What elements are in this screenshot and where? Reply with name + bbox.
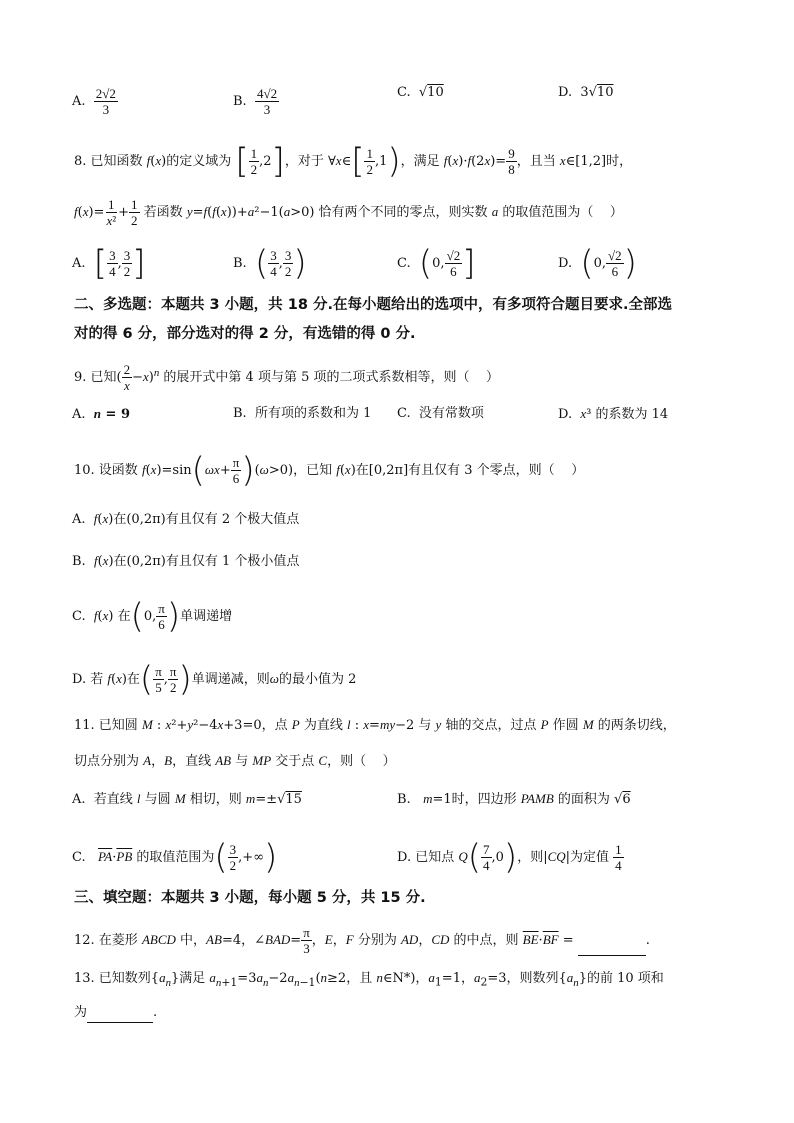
section2-heading-line2: 对的得 6 分，部分选对的得 2 分，有选错的得 0 分. xyxy=(74,326,416,342)
q8-line1: 8. 已知函数 f(x)的定义域为 [ $\frac{1}{2}$ ,2]，对于 ∀x∈[ $\frac{1}{2}$ ,1)，满足 f(x)·f(2x)= $\frac{9}{8}$ ，且当 x∈[1,2]时， xyxy=(74,141,633,182)
q12-answer-blank[interactable] xyxy=(578,941,646,956)
q8-option-a: A. [ $\frac{3}{4}$ , $\frac{3}{2}$ ] xyxy=(72,243,146,284)
q8-option-c: C. (0, $\frac{√2}{6}$ ] xyxy=(397,243,476,284)
q10-option-b: B. f(x)在(0,2π)有且仅有 1 个极小值点 xyxy=(72,553,300,569)
section3-heading: 三、填空题：本题共 3 小题，每小题 5 分，共 15 分. xyxy=(74,890,426,906)
q12: 12. 在菱形 ABCD 中，AB=4，∠BAD= $\frac{\pi}{3}$ ，E，F 分别为 AD，CD 的中点，则 $\overline{BE}\cdot\overline{BF}$ = . xyxy=(74,925,650,956)
q7-option-b: B. $\frac{4√2}{3}$ xyxy=(233,86,278,117)
q11-line2: 切点分别为 A，B，直线 AB 与 MP 交于点 C，则（ ） xyxy=(74,753,396,769)
q10-option-c: C. f(x) 在(0, $\frac{\pi}{6}$ )单调递增 xyxy=(72,596,233,637)
q13-answer-blank[interactable] xyxy=(87,1008,153,1023)
q9-option-c: C. 没有常数项 xyxy=(397,406,484,421)
q11-option-a: A. 若直线 l 与圆 M 相切，则 m=±√15 xyxy=(72,791,302,807)
section2-heading-line1: 二、多选题：本题共 3 小题，共 18 分.在每小题给出的选项中，有多项符合题目要求.全部选 xyxy=(74,297,672,313)
q11-option-c: C. $\overline{PA}\cdot\overline{PB}$ 的取值范围为( $\frac{3}{2}$ ,+∞) xyxy=(72,837,278,878)
q8-option-d: D. (0, $\frac{√2}{6}$ ) xyxy=(558,243,637,284)
q13-line1: 13. 已知数列$\{a_n\}$满足 $a_{n+1}=3a_n-2a_{n-1}(n\ge 2$，且 n∈N*)，$a_1=1$，$a_2=3$，则数列$\{a_n\}$的前 10 项和 xyxy=(74,970,664,989)
q11-option-b: B. m=1时，四边形 PAMB 的面积为 √6 xyxy=(397,791,631,807)
q11-option-d: D. 已知点 Q( $\frac{7}{4}$ ,0)，则|CQ|为定值 $\frac{1}{4}$ xyxy=(397,837,622,878)
q8-option-b: B. ( $\frac{3}{4}$ , $\frac{3}{2}$ ) xyxy=(233,243,307,284)
q10-option-a: A. f(x)在(0,2π)有且仅有 2 个极大值点 xyxy=(72,511,300,527)
q7-option-d: D. 3√10 xyxy=(558,85,614,100)
q9-stem: 9. 已知( $\frac{2}{x}$ −x)$^n$ 的展开式中第 4 项与第 5 项的二项式系数相等，则（ ） xyxy=(74,362,500,393)
q9-option-d: D. x³ 的系数为 14 xyxy=(558,406,669,422)
q10-stem: 10. 设函数 f(x)=sin(ωx+ $\frac{\pi}{6}$ )(ω>0)，已知 f(x)在[0,2π]有且仅有 3 个零点，则（ ） xyxy=(74,450,585,491)
q10-option-d: D. 若 f(x)在( $\frac{\pi}{5}$ , $\frac{\pi}{2}$ )单调递减，则ω的最小值为 2 xyxy=(72,659,357,700)
q7-option-a: A. $\frac{2√2}{3}$ xyxy=(72,86,116,117)
q7-option-c: C. √10 xyxy=(397,85,444,100)
q13-line2: 为 . xyxy=(74,1003,157,1023)
q11-line1: 11. 已知圆 M : x²+y²−4x+3=0，点 P 为直线 l : x=my−2 与 y 轴的交点，过点 P 作圆 M 的两条切线， xyxy=(74,717,676,733)
q9-option-a: A. n = 9 xyxy=(72,406,131,422)
q9-option-b: B. 所有项的系数和为 1 xyxy=(233,406,372,421)
q8-line2: f(x)= $\frac{1}{\text{x²}}$ + $\frac{1}{2}$ 若函数 y=f(f(x))+a²−1(a>0) 恰有两个不同的零点，则实数 a 的取值范围为（ ） xyxy=(74,197,623,228)
